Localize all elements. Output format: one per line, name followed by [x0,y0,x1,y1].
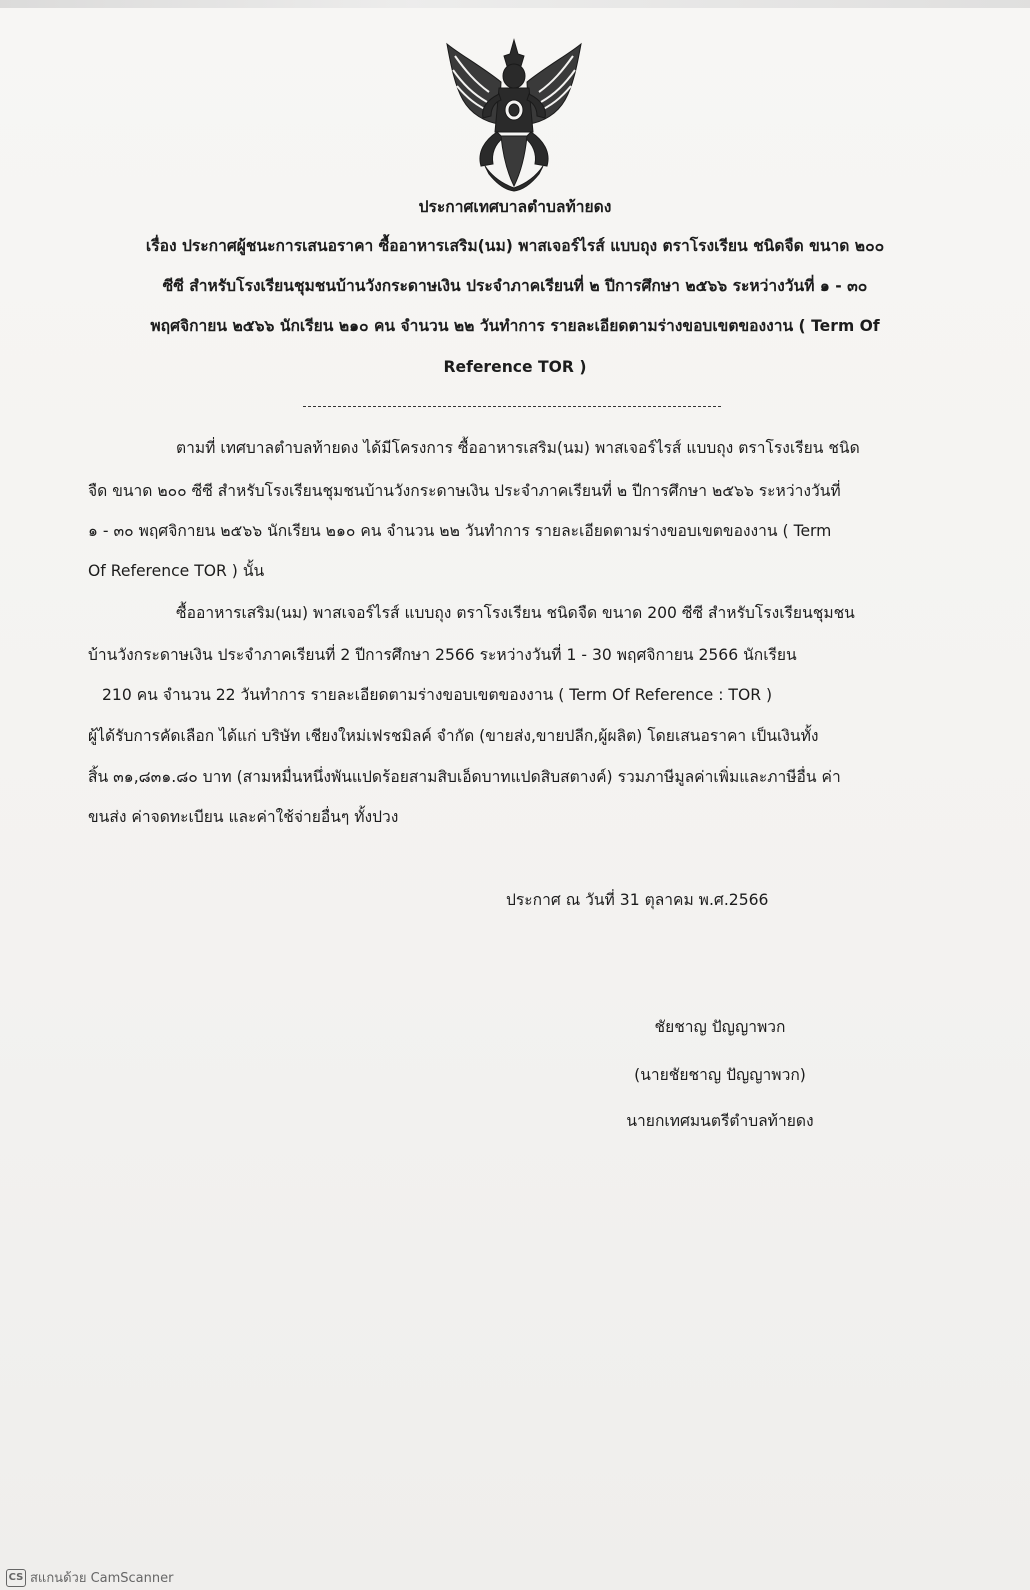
para2-line-2: บ้านวังกระดาษเงิน ประจำภาคเรียนที่ 2 ปีการศึกษา 2566 ระหว่างวันที่ 1 - 30 พฤศจิกายน 2566 นักเรียน [88,646,797,664]
subject-line-2: ซีซี สำหรับโรงเรียนชุมชนบ้านวังกระดาษเงิน ประจำภาคเรียนที่ ๒ ปีการศึกษา ๒๕๖๖ ระหว่างวันที่ ๑ - ๓๐ [162,277,868,295]
para2-line-6: ขนส่ง ค่าจดทะเบียน และค่าใช้จ่ายอื่นๆ ทั้งปวง [88,808,399,826]
announce-date: ประกาศ ณ วันที่ 31 ตุลาคม พ.ศ.2566 [506,891,769,909]
para1-line-4: Of Reference TOR ) นั้น [88,562,265,580]
agency-title: ประกาศเทศบาลตำบลท้ายดง [418,198,612,216]
signature-full-name: (นายชัยชาญ ปัญญาพวก) [634,1066,806,1084]
para1-line-2: จืด ขนาด ๒๐๐ ซีซี สำหรับโรงเรียนชุมชนบ้านวังกระดาษเงิน ประจำภาคเรียนที่ ๒ ปีการศึกษา ๒๕๖๖ ระหว่างวันที่ [88,482,841,500]
scan-edge [0,0,1030,8]
camscanner-footer [6,1567,173,1588]
para2-line-3: 210 คน จำนวน 22 วันทำการ รายละเอียดตามร่างขอบเขตของงาน ( Term Of Reference : TOR ) [102,686,773,704]
para2-line-1: ซื้ออาหารเสริม(นม) พาสเจอร์ไรส์ แบบถุง ตราโรงเรียน ชนิดจืด ขนาด 200 ซีซี สำหรับโรงเรียนชุมชน [176,604,855,622]
camscanner-text: สแกนด้วย CamScanner [30,1571,174,1586]
para2-line-5: สิ้น ๓๑,๘๓๑.๘๐ บาท (สามหมื่นหนึ่งพันแปดร้อยสามสิบเอ็ดบาทแปดสิบสตางค์) รวมภาษีมูลค่าเพิ่มและภาษีอื่น ค่า [88,768,841,786]
para2-line-4: ผู้ได้รับการคัดเลือก ได้แก่ บริษัท เชียงใหม่เฟรชมิลค์ จำกัด (ขายส่ง,ขายปลีก,ผู้ผลิต) โดยเสนอราคา เป็นเงินทั้ง [88,727,819,745]
para1-line-3: ๑ - ๓๐ พฤศจิกายน ๒๕๖๖ นักเรียน ๒๑๐ คน จำนวน ๒๒ วันทำการ รายละเอียดตามร่างขอบเขตของงาน ( Term [88,522,832,540]
subject-line-3: พฤศจิกายน ๒๕๖๖ นักเรียน ๒๑๐ คน จำนวน ๒๒ วันทำการ รายละเอียดตามร่างขอบเขตของงาน ( Term Of [150,317,880,335]
separator-line [303,406,721,407]
camscanner-logo-icon: CS [6,1569,26,1587]
garuda-emblem-icon [441,36,587,192]
signature-name: ชัยชาญ ปัญญาพวก [654,1018,786,1036]
signature-position: นายกเทศมนตรีตำบลท้ายดง [626,1112,814,1130]
subject-line-4: Reference TOR ) [443,358,587,376]
para1-line-1: ตามที่ เทศบาลตำบลท้ายดง ได้มีโครงการ ซื้ออาหารเสริม(นม) พาสเจอร์ไรส์ แบบถุง ตราโรงเรียน ชนิด [176,439,860,457]
subject-line-1: เรื่อง ประกาศผู้ชนะการเสนอราคา ซื้ออาหารเสริม(นม) พาสเจอร์ไรส์ แบบถุง ตราโรงเรียน ชนิดจืด ขนาด ๒๐๐ [145,237,885,255]
